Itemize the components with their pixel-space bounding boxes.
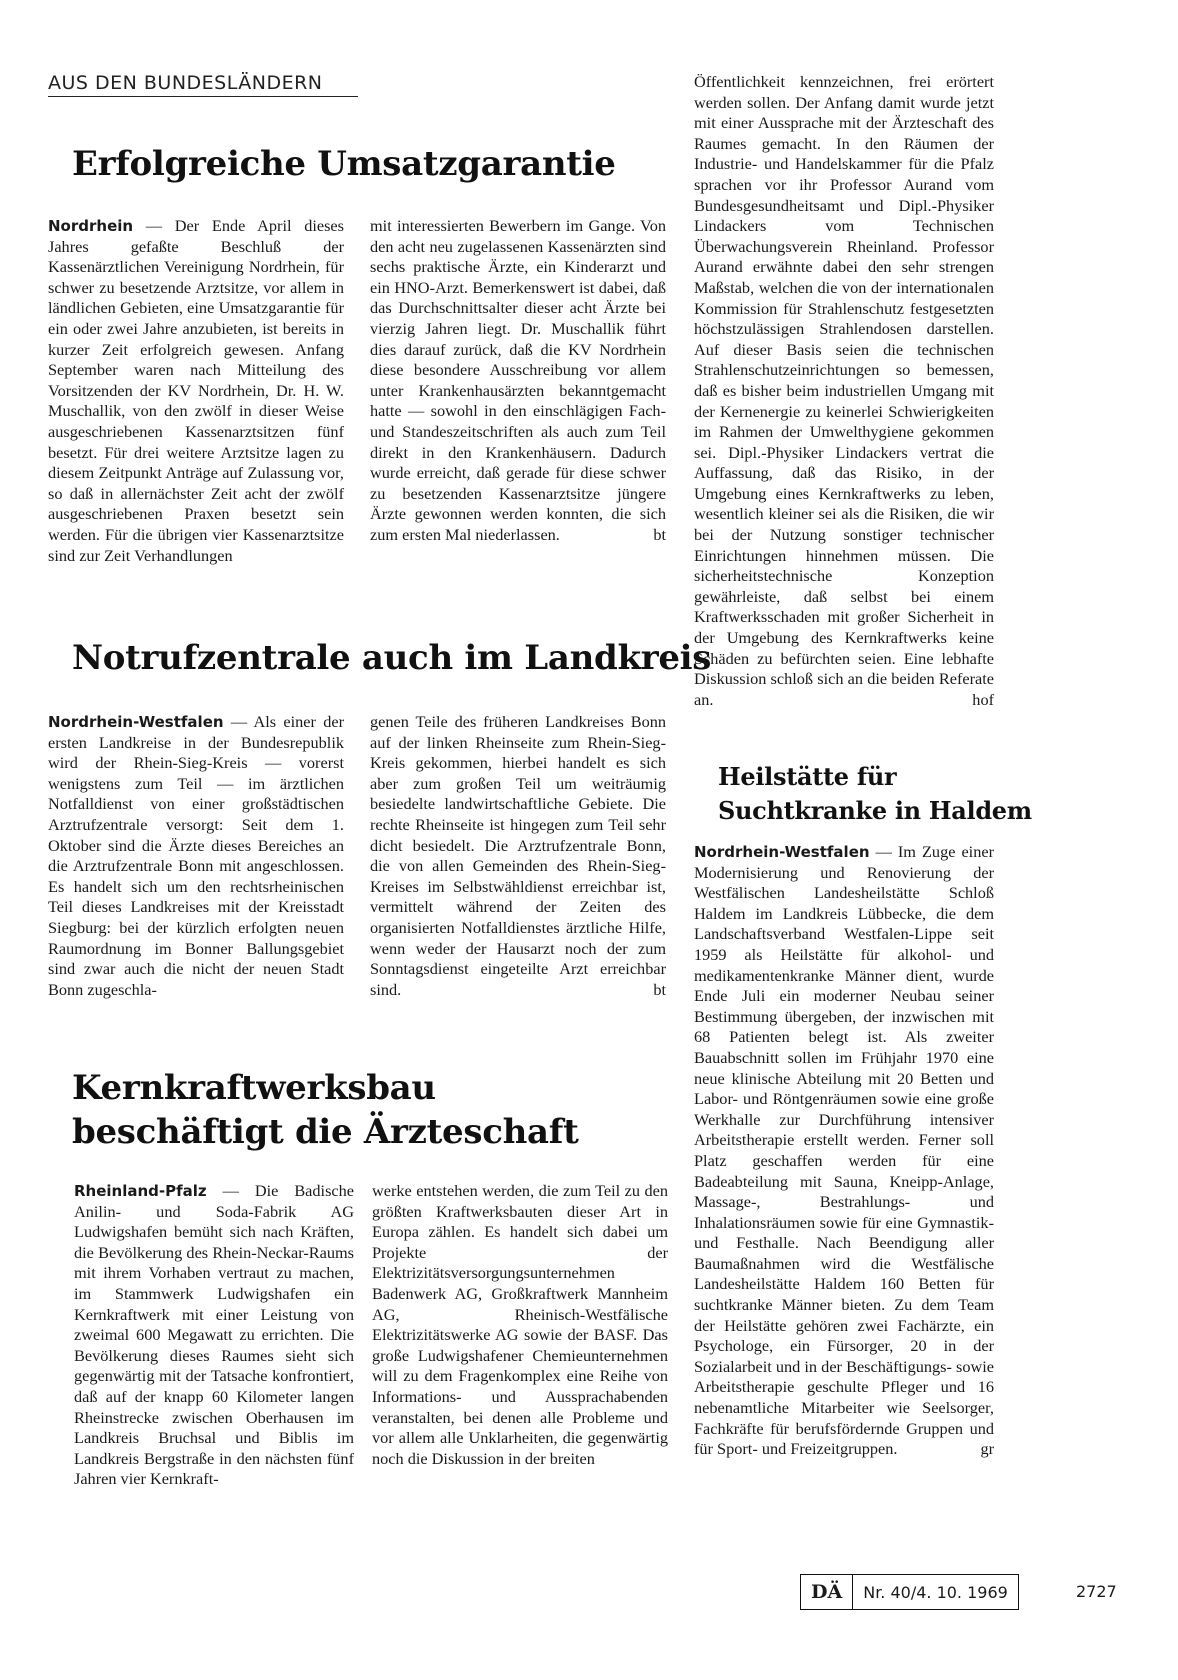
article-3-column-2 [372,1181,668,1469]
article-3-place: Rheinland-Pfalz [74,1182,207,1200]
article-4-place: Nordrhein-Westfalen [694,843,870,861]
article-4-text: — Im Zuge einer Modernisierung und Renovierung der Westfälischen Landesheilstätte Schloß Haldem im Landkreis Lübbecke, die dem Landschaftsverband Westfalen-Lippe seit 1959 als Heilstätte für alkohol- und medikamentenkranke Männer dient, wurde Ende Juli ein moderner Neubau seiner Bestimmung übergeben, der inzwischen mit 68 Patienten belegt ist. Als zweiter Bauabschnitt sollen im Frühjahr 1970 eine neue klinische Abteilung mit 20 Betten und Labor- und Röntgenräumen sowie eine große Werkhalle zur Durchführung intensiver Arbeitstherapie erstellt werden. Ferner soll Platz geschaffen werden für eine Badeabteilung mit Sauna, Kneipp-Anlage, Massage-, Bestrahlungs- und Inhalationsräumen sowie für eine Gymnastik- und Festhalle. Nach Beendigung aller Baumaßnahmen wird die Westfälische Landesheilstätte Haldem 160 Betten für suchtkranke Männer bieten. Zu dem Team der Heilstätte gehören zwei Fachärzte, ein Psychologe, ein Fürsorger, 20 in der Sozialarbeit und in der Beschäftigungs- sowie Arbeitstherapie geschulte Pfleger und 16 nebenamtliche Mitarbeiter wie Seelsorger, Fachkräfte für berufsfördernde Gruppen und für Sport- und Freizeitgruppen. [694,842,994,1459]
article-3-headline [72,1066,578,1154]
article-2-place: Nordrhein-Westfalen [48,713,224,731]
footer-issue-box [800,1574,1019,1610]
article-2-column-1 [48,712,344,1000]
article-1-headline: Erfolgreiche Umsatzgarantie [72,144,616,184]
article-4-headline-line-1: Heilstätte für [718,762,897,791]
article-3-text-1: — Die Badische Anilin- und Soda-Fabrik AG Ludwigshafen bemüht sich nach Kräften, die Bevölkerung des Rhein-Neckar-Raums mit ihrem Vorhaben vertraut zu machen, im Stammwerk Ludwigshafen ein Kernkraftwerk mit einer Leistung von zweimal 600 Megawatt zu errichten. Die Bevölkerung dieses Raumes sieht sich gegenwärtig mit der Tatsache konfrontiert, daß auf der knapp 60 Kilometer langen Rheinstrecke zwischen Oberhausen im Landkreis Bruchsal und Biblis im Landkreis Bergstraße in den nächsten fünf Jahren vier Kernkraft- [74,1181,355,1489]
article-1-column-1 [48,216,344,566]
page-number: 2727 [1076,1582,1117,1601]
article-3-column-1 [74,1181,354,1490]
article-3-headline-line-1: Kernkraftwerksbau [72,1068,436,1108]
article-1-place: Nordrhein [48,217,134,235]
article-3-signature: hof [972,689,994,709]
section-label: AUS DEN BUNDESLÄNDERN [48,72,358,97]
article-4-signature: gr [980,1439,994,1459]
article-1-text-2: mit interessierten Bewerbern im Gange. Von den acht neu zugelassenen Kassenärzten sind sechs praktische Ärzte, ein Kinderarzt und ein HNO-Arzt. Bemerkenswert ist dabei, daß das Durchschnittsalter dieser acht Ärzte bei vierzig Jahren liegt. Dr. Muschallik führt dies darauf zurück, daß die KV Nordrhein diese besondere Ausschreibung vor allem unter Krankenhausärzten bekanntgemacht hatte — sowohl in den einschlägigen Fach- und Standeszeitschriften als auch zum Teil direkt in den Krankenhäusern. Dadurch wurde erreicht, daß gerade für diese schwer zu besetzenden Kassenarztsitze jüngere Ärzte gewonnen werden konnten, die sich zum ersten Mal niederlassen. [370,216,666,544]
article-2-signature: bt [653,979,666,999]
issue-number: Nr. 40/4. 10. 1969 [863,1582,1008,1602]
article-3-headline-line-2: beschäftigt die Ärzteschaft [72,1112,579,1152]
article-1-column-2 [370,216,666,546]
article-4-headline-line-2: Suchtkranke in Haldem [718,796,1032,825]
article-3-text-3: Öffentlichkeit kennzeichnen, frei erörtert werden sollen. Der Anfang damit wurde jetzt mit einer Aussprache mit der Ärzteschaft des Raumes gemacht. In den Räumen der Industrie- und Handelskammer für die Pfalz sprachen vor ihr Professor Aurand vom Bundesgesundheitsamt und Dipl.-Physiker Lindackers vom Technischen Überwachungsverein Rheinland. Professor Aurand erwähnte dabei den sehr strengen Maßstab, welchen die von der internationalen Kommission für Strahlenschutz festgesetzten höchstzulässigen Strahlendosen darstellen. Auf dieser Basis seien die technischen Strahlenschutzeinrichtungen so bemessen, daß es bisher beim industriellen Umgang mit der Kernenergie zu keinerlei Schwierigkeiten im Rahmen der Umwelthygiene gekommen sei. Dipl.-Physiker Lindackers vertrat die Auffassung, daß das Risiko, in der Umgebung eines Kernkraftwerks zu leben, wesentlich kleiner sei als die Risiken, die wir bei der Nutzung sonstiger technischer Einrichtungen hinnehmen müssen. Die sicherheitstechnische Konzeption gewährleiste, daß selbst bei einem Kraftwerksschaden mit großer Sicherheit in der Umgebung des Kernkraftwerks keine Schäden zu befürchten seien. Eine lebhafte Diskussion schloß sich an die beiden Referate an. [694,72,994,709]
article-3-text-2: werke entstehen werden, die zum Teil zu den größten Kraftwerksbauten dieser Art in Europa zählen. Es handelt sich dabei um Projekte der Elektrizitätsversorgungsunternehmen Badenwerk AG, Großkraftwerk Mannheim AG, Rheinisch-Westfälische Elektrizitätswerke AG sowie der BASF. Das große Ludwigshafener Chemieunternehmen will zu dem Fragenkomplex eine Reihe von Informations- und Aussprachabenden veranstalten, bei denen alle Probleme und vor allem alle Unklarheiten, die gegenwärtig noch die Diskussion in der breiten [372,1181,668,1468]
article-2-text-1: — Als einer der ersten Landkreise in der Bundesrepublik wird der Rhein-Sieg-Kreis — vorerst wenigstens zum Teil — im ärztlichen Notfalldienst von einer großstädtischen Arztrufzentrale versorgt: Seit dem 1. Oktober sind die Ärzte dieses Bereiches an die Arztrufzentrale Bonn mit angeschlossen. Es handelt sich um den rechtsrheinischen Teil dieses Landkreises mit der Kreisstadt Siegburg: bei der kürzlich erfolgten neuen Raumordnung im Bonner Ballungsgebiet sind zwar auch die nicht der neuen Stadt Bonn zugeschla- [48,712,344,999]
article-2-text-2: genen Teile des früheren Landkreises Bonn auf der linken Rheinseite zum Rhein-Sieg-Kreis gekommen, hierbei handelt es sich aber zum großen Teil um weiträumig besiedelte landwirtschaftliche Gebiete. Die rechte Rheinseite ist hingegen zum Teil sehr dicht besiedelt. Die Arztrufzentrale Bonn, die von allen Gemeinden des Rhein-Sieg-Kreises im Selbstwähldienst erreichbar ist, vermittelt während der Zeiten des organisierten Notfalldienstes ärztliche Hilfe, wenn weder der Hausarzt noch der zum Sonntagsdienst eingeteilte Arzt erreichbar sind. [370,712,666,999]
article-2-headline: Notrufzentrale auch im Landkreis [72,638,712,678]
article-4-column [694,842,994,1460]
journal-logo: DÄ [801,1575,853,1609]
article-3-column-3 [694,72,994,710]
article-1-text-1: — Der Ende April dieses Jahres gefaßte Beschluß der Kassenärztlichen Vereinigung Nordrhein, für schwer zu besetzende Arztsitze, vor allem in ländlichen Gebieten, eine Umsatzgarantie für ein oder zwei Jahre anzubieten, ist bereits in kurzer Zeit erfolgreich gewesen. Anfang September waren nach Mitteilung des Vorsitzenden der KV Nordrhein, Dr. H. W. Muschallik, von den zwölf in dieser Weise ausgeschriebenen Kassenarztsitzen fünf besetzt. Für drei weitere Arztsitze lagen zu diesem Zeitpunkt Anträge auf Zulassung vor, so daß in allernächster Zeit acht der zwölf ausgeschriebenen Praxen besetzt sein werden. Für die übrigen vier Kassenarztsitze sind zur Zeit Verhandlungen [48,216,344,565]
article-1-signature: bt [653,524,666,544]
article-2-column-2 [370,712,666,1000]
article-4-headline [718,760,1032,828]
